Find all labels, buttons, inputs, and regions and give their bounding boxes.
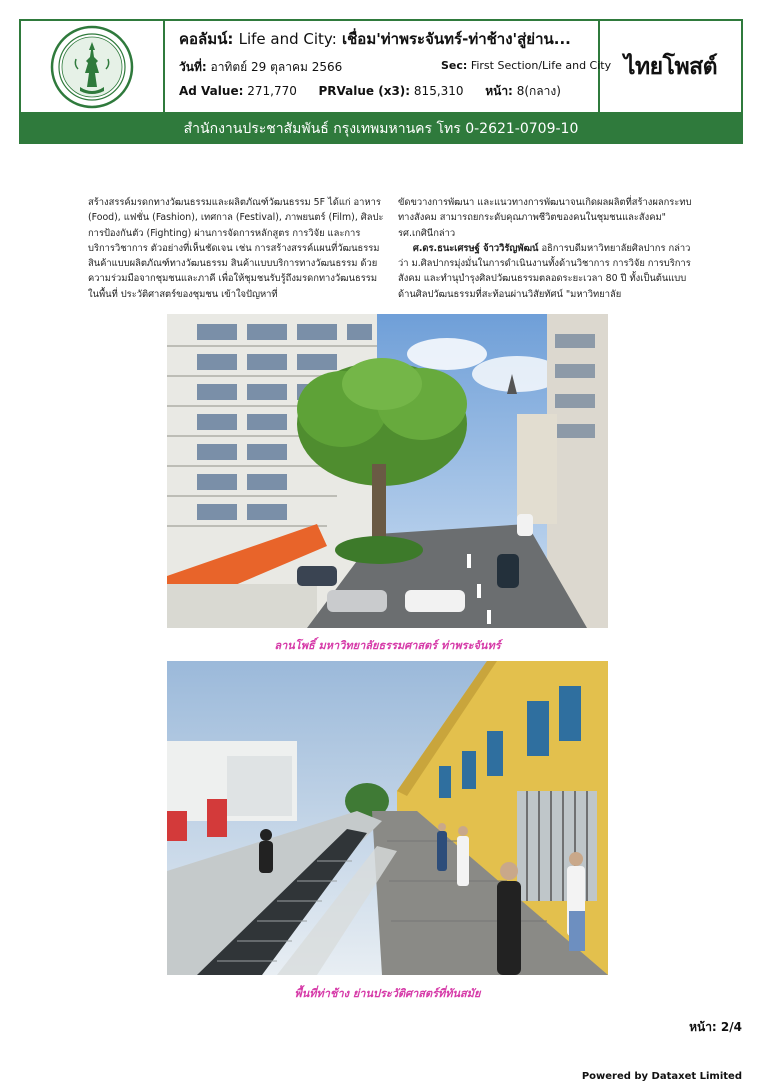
section-info — [441, 59, 612, 72]
ad-value: 271,770 — [247, 84, 297, 98]
speaker-quote: อธิการบดีมหาวิทยาลัยศิลปากร กล่าวว่า ม.ศิลปากรมุ่งมั่นในการดำเนินงานทั้งด้านวิชาการ การวิจัย การบริการสังคม และทำนุบำรุงศิลปวัฒนธรรมตลอดระยะเวลา 80 ปี ทั้งเป็นต้นแบบด้านศิลปวัฒนธรรมที่สะท้อนผ่านวิสัยทัศน์ "มหาวิทยาลัย — [398, 242, 691, 300]
date-value: อาทิตย์ 29 ตุลาคม 2566 — [210, 60, 343, 74]
column-label: คอลัมน์: — [179, 30, 234, 48]
powered-by: Powered by Dataxet Limited — [581, 1071, 742, 1082]
article-paragraph — [398, 241, 694, 302]
section-label: Sec: — [441, 59, 468, 72]
article-body — [88, 195, 694, 307]
page-label: หน้า: — [485, 84, 513, 98]
photo-tha-phra-chan — [167, 314, 608, 628]
column-headline: เชื่อม'ท่าพระจันทร์-ท่าช้าง'สู่ย่าน... — [342, 30, 571, 48]
article-column-left — [88, 195, 384, 307]
page-value: 8(กลาง) — [516, 84, 561, 98]
photo1-caption: ลานโพธิ์ มหาวิทยาลัยธรรมศาสตร์ ท่าพระจันทร์ — [274, 639, 501, 652]
newspaper-brand-logo: ไทยโพสต์ — [623, 53, 718, 80]
column-value: Life and City: — [238, 30, 337, 48]
photo2-caption: พื้นที่ท่าช้าง ย่านประวัติศาสตร์ที่ทันสมัย — [294, 987, 481, 1000]
photo-tha-chang — [167, 661, 608, 975]
column-title — [179, 27, 588, 51]
clipping-header — [19, 19, 743, 114]
office-banner: สำนักงานประชาสัมพันธ์ กรุงเทพมหานคร โทร 0-2621-0709-10 — [19, 114, 743, 144]
logo-cell — [21, 21, 165, 112]
bangkok-seal-logo — [50, 25, 134, 109]
article-paragraph: ขัดขวางการพัฒนา และแนวทางการพัฒนาจนเกิดผลผลิตที่สร้างผลกระทบทางสังคม สามารถยกระดับคุณภาพชีวิตของคนในชุมชนและสังคม" รศ.เกศินีกล่าว — [398, 197, 692, 239]
date-row — [179, 58, 612, 74]
ad-value-label: Ad Value: — [179, 84, 244, 98]
article-column-right — [398, 195, 694, 307]
value-row — [179, 82, 588, 101]
info-cell — [165, 21, 612, 112]
section-value: First Section/Life and City — [470, 59, 612, 72]
pr-value: 815,310 — [413, 84, 464, 98]
date-label: วันที่: — [179, 60, 207, 74]
brand-cell — [600, 21, 741, 112]
pr-value-label: PRValue (x3): — [318, 84, 411, 98]
page-number: หน้า: 2/4 — [689, 1020, 742, 1034]
article-paragraph: สร้างสรรค์มรดกทางวัฒนธรรมและผลิตภัณฑ์วัฒนธรรม 5F ได้แก่ อาหาร (Food), แฟชั่น (Fashion), เทศกาล (Festival), ภาพยนตร์ (Film), ศิลปะการป้องกันตัว (Fighting) ผ่านการจัดการหลักสูตร การวิจัย และการบริการวิชาการ ตัวอย่างที่เห็นชัดเจน เช่น การสร้างสรรค์แผนที่วัฒนธรรม สินค้าแบบผลิตภัณฑ์ทางวัฒนธรรม สินค้าแบบบริการทางวัฒนธรรม ด้วยความร่วมมือจากชุมชนและภาคี เพื่อให้ชุมชนรับรู้ถึงมรดกทางวัฒนธรรมในพื้นที่ ประวัติศาสตร์ของชุมชน เข้าใจปัญหาที่ — [88, 197, 384, 300]
photo-walkway-image — [167, 661, 608, 975]
speaker-name: ศ.ดร.ธนะเศรษฐ์ จ้าววิรัญพัฒน์ — [412, 242, 539, 254]
photo-tree-street-image — [167, 314, 608, 628]
